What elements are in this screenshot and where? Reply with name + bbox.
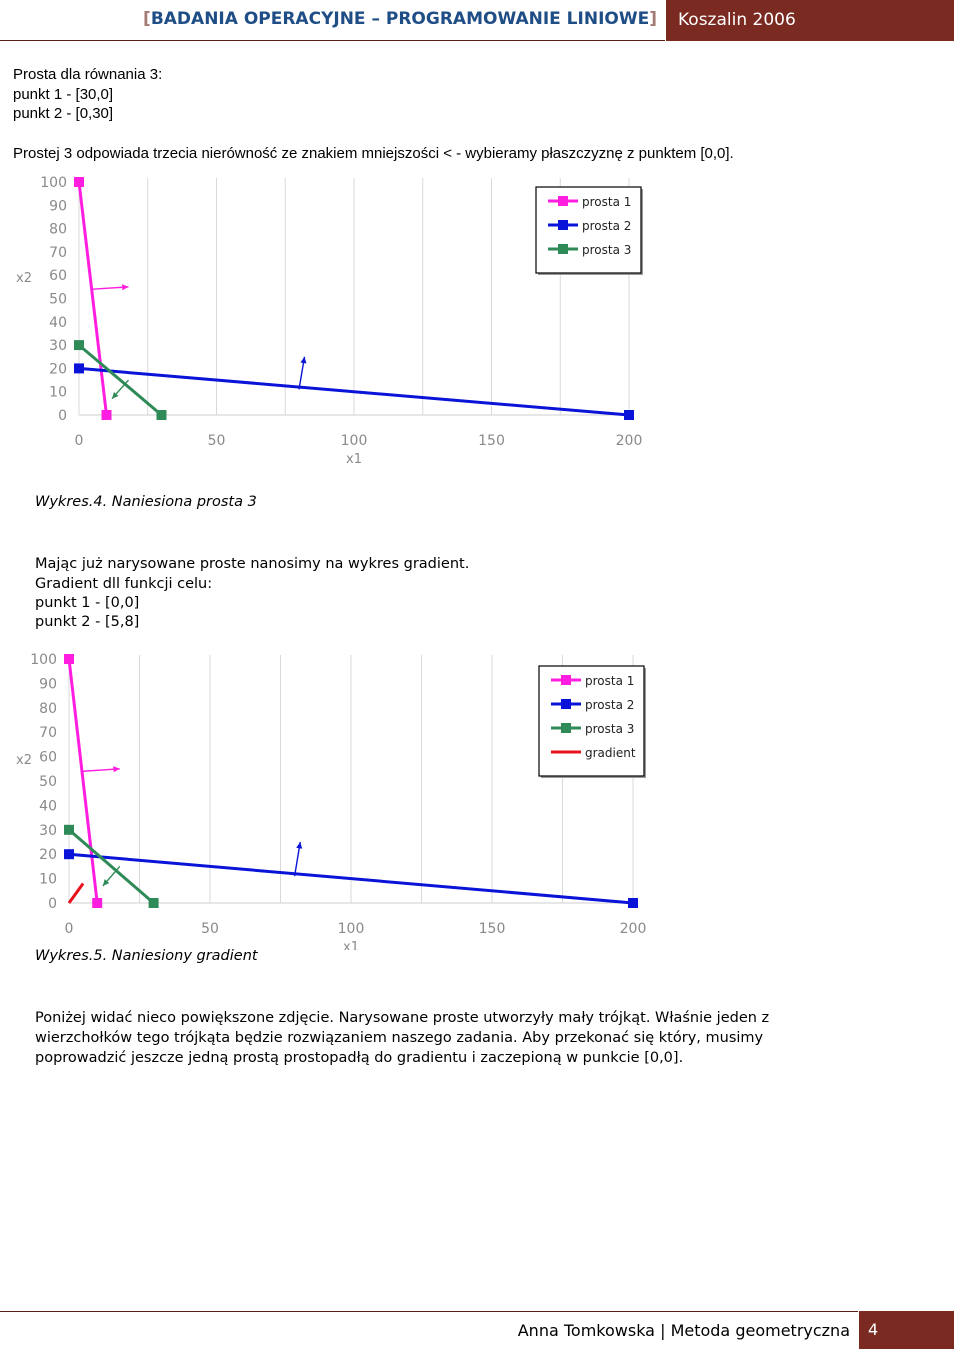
y-tick-label: 10 [39, 871, 57, 888]
x-tick-label: 100 [337, 921, 365, 937]
y-tick-label: 40 [39, 798, 57, 815]
data-point-prosta-3 [149, 898, 159, 908]
series-line-prosta-1 [79, 182, 107, 415]
chart-5-svg [0, 645, 660, 950]
chart-legend [539, 666, 646, 778]
bottom-line-3: poprowadzić jeszcze jedną prostą prostopadłą do gradientu i zaczepioną w punkcie [0,0]. [35, 1050, 684, 1066]
caption-figure-5: Wykres.5. Naniesiony gradient [35, 948, 258, 964]
series-line-prosta-1 [69, 659, 97, 903]
legend-label: prosta 3 [582, 243, 632, 257]
x-axis-label: x1 [343, 940, 359, 950]
data-point-prosta-1 [92, 898, 102, 908]
intro-line-4: Prostej 3 odpowiada trzecia nierówność ze znakiem mniejszości < - wybieramy płaszczyznę z punktem [0,0]. [13, 145, 734, 162]
series-line-prosta-3 [79, 345, 162, 415]
x-tick-label: 0 [64, 921, 74, 937]
x-tick-label: 150 [478, 921, 506, 937]
legend-label: prosta 3 [585, 722, 635, 736]
intro-line-1: Prosta dla równania 3: [13, 66, 163, 83]
chart-4-svg [0, 170, 660, 470]
intro-line-3: punkt 2 - [0,30] [13, 105, 114, 122]
direction-arrowhead [296, 842, 302, 849]
x-tick-label: 50 [207, 433, 226, 449]
document-title [143, 9, 657, 29]
x-tick-label: 200 [615, 433, 643, 449]
y-tick-label: 100 [40, 175, 67, 191]
direction-arrowhead [300, 357, 306, 364]
title-close-bracket: ] [649, 9, 657, 29]
y-tick-label: 70 [39, 725, 57, 742]
middle-line-1: Mając już narysowane proste nanosimy na wykres gradient. [35, 556, 470, 572]
x-tick-label: 100 [340, 433, 368, 449]
x-tick-label: 0 [74, 433, 84, 449]
direction-arrowhead [122, 284, 128, 290]
y-tick-label: 90 [49, 198, 67, 215]
data-point-prosta-2 [628, 898, 638, 908]
legend-marker [561, 675, 571, 685]
legend-label: prosta 2 [585, 698, 635, 712]
y-tick-label: 70 [49, 244, 67, 261]
y-tick-label: 50 [49, 291, 67, 308]
chart-figure-5 [0, 645, 660, 955]
y-tick-label: 40 [49, 314, 67, 331]
y-tick-label: 30 [39, 822, 57, 839]
data-point-prosta-1 [64, 654, 74, 664]
footer-author: Anna Tomkowska [517, 1321, 655, 1340]
data-point-prosta-1 [74, 177, 84, 187]
header-place-year: Koszalin 2006 [678, 10, 796, 30]
direction-arrowhead [113, 766, 119, 772]
footer-subject: Metoda geometryczna [670, 1321, 850, 1340]
y-tick-label: 60 [49, 268, 67, 285]
legend-marker [558, 220, 568, 230]
data-point-prosta-2 [64, 849, 74, 859]
data-point-prosta-1 [102, 410, 112, 420]
footer-rule [0, 1311, 858, 1312]
y-tick-label: 60 [39, 749, 57, 766]
series-line-prosta-3 [69, 830, 154, 903]
y-tick-label: 100 [30, 652, 57, 668]
y-tick-label: 90 [39, 676, 57, 693]
y-tick-label: 20 [39, 847, 57, 864]
x-tick-label: 200 [619, 921, 647, 937]
caption-figure-4: Wykres.4. Naniesiona prosta 3 [35, 494, 257, 510]
bottom-line-1: Poniżej widać nieco powiększone zdjęcie. Narysowane proste utworzyły mały trójkąt. Właśnie jeden z [35, 1010, 770, 1026]
y-tick-label: 80 [39, 700, 57, 717]
header-place-box [666, 0, 954, 41]
footer-page-box [859, 1311, 954, 1349]
x-tick-label: 50 [201, 921, 219, 937]
legend-label: prosta 1 [585, 674, 635, 688]
y-tick-label: 80 [49, 221, 67, 238]
y-tick-label: 20 [49, 361, 67, 378]
middle-line-3: punkt 1 - [0,0] [35, 595, 140, 611]
legend-label: prosta 2 [582, 219, 632, 233]
y-tick-label: 50 [39, 774, 57, 790]
legend-marker [558, 244, 568, 254]
data-point-prosta-3 [74, 340, 84, 350]
title-open-bracket: [ [143, 9, 151, 29]
chart-legend [536, 187, 643, 275]
middle-line-4: punkt 2 - [5,8] [35, 614, 140, 630]
footer-text [518, 1321, 850, 1340]
bottom-line-2: wierzchołków tego trójkąta będzie rozwiązaniem naszego zadania. Aby przekonać się który, musimy [35, 1030, 764, 1046]
data-point-prosta-3 [64, 825, 74, 835]
middle-line-2: Gradient dll funkcji celu: [35, 576, 213, 592]
footer-separator: | [660, 1321, 666, 1340]
legend-marker [561, 723, 571, 733]
data-point-prosta-3 [157, 410, 167, 420]
x-tick-label: 150 [478, 433, 505, 449]
intro-line-2: punkt 1 - [30,0] [13, 86, 114, 103]
header-bar [0, 0, 665, 41]
legend-label: prosta 1 [582, 195, 632, 209]
y-tick-label: 30 [49, 338, 67, 355]
y-tick-label: 0 [58, 408, 67, 424]
y-axis-label: x2 [16, 752, 32, 768]
legend-marker [561, 699, 571, 709]
chart-figure-4 [0, 170, 660, 475]
legend-marker [558, 196, 568, 206]
series-line-gradient [69, 883, 83, 903]
legend-label: gradient [585, 746, 636, 760]
y-axis-label: x2 [16, 271, 32, 287]
title-text: BADANIA OPERACYJNE – PROGRAMOWANIE LINIOWE [150, 9, 650, 29]
x-axis-label: x1 [346, 452, 362, 467]
data-point-prosta-2 [74, 363, 84, 373]
page-number: 4 [868, 1320, 879, 1339]
data-point-prosta-2 [624, 410, 634, 420]
y-tick-label: 10 [49, 384, 67, 401]
y-tick-label: 0 [48, 896, 57, 912]
